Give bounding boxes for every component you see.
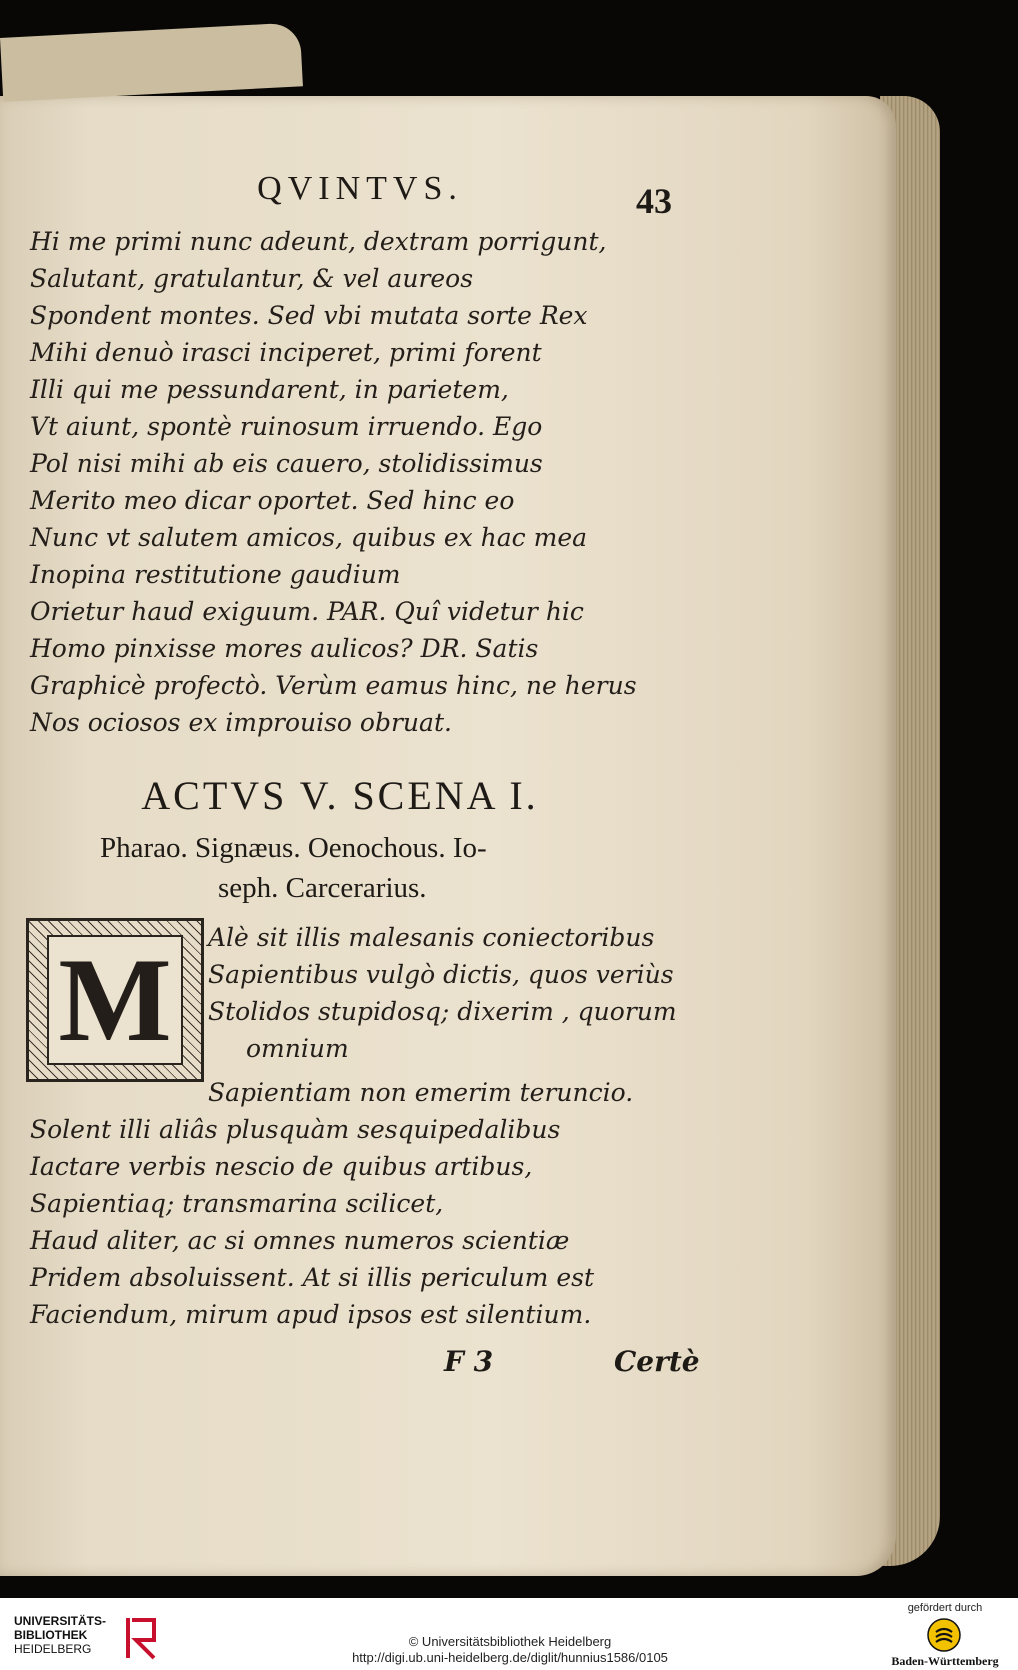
baden-wuerttemberg-coat-of-arms-icon: [927, 1618, 961, 1652]
sponsor-caption: gefördert durch: [907, 1602, 983, 1614]
verse-line: Orietur haud exiguum. PAR. Quî videtur hic: [30, 597, 584, 626]
permalink-url[interactable]: http://digi.ub.uni-heidelberg.de/diglit/hunnius1586/0105: [352, 1650, 668, 1665]
verse-line: Iactare verbis nescio de quibus artibus,: [30, 1152, 533, 1181]
sponsor-block[interactable]: [880, 1602, 1010, 1668]
initial-frame: [47, 935, 183, 1065]
verse-line: Faciendum, mirum apud ipsos est silentium.: [30, 1300, 592, 1329]
verse-line: Inopina restitutione gaudium: [30, 560, 401, 589]
act-scene-heading: ACTVS V. SCENA I.: [141, 773, 539, 818]
viewer-footer: [0, 1598, 1018, 1670]
dramatis-personae-line: seph. Carcerarius.: [218, 872, 427, 904]
copyright-notice: © Universitätsbibliothek Heidelberg: [408, 1634, 612, 1649]
verse-line: Salutant, gratulantur, & vel aureos: [30, 264, 474, 293]
decorated-initial: [26, 918, 204, 1082]
verse-line: Solent illi aliâs plusquàm sesquipedalibus: [30, 1115, 561, 1144]
verse-line: Sapientibus vulgò dictis, quos veriùs: [208, 960, 674, 989]
ub-heidelberg-logo-icon: [124, 1616, 158, 1660]
verse-line: omnium: [246, 1034, 349, 1063]
folio-number: 43: [636, 181, 672, 221]
verse-line: Nos ociosos ex improuiso obruat.: [30, 708, 452, 737]
paper-scrap: [0, 22, 303, 102]
verse-line: Pridem absoluissent. At si illis periculum est: [30, 1263, 595, 1292]
verse-line: Vt aiunt, spontè ruinosum irruendo. Ego: [30, 412, 543, 441]
verse-line: Spondent montes. Sed vbi mutata sorte Rex: [30, 301, 588, 330]
library-name-line: UNIVERSITÄTS-: [14, 1614, 107, 1628]
verse-line: Alè sit illis malesanis coniectoribus: [208, 923, 655, 952]
verse-line: Hi me primi nunc adeunt, dextram porrigunt,: [30, 227, 607, 256]
verse-line: Graphicè profectò. Verùm eamus hinc, ne herus: [30, 671, 637, 700]
verse-line: Nunc vt salutem amicos, quibus ex hac mea: [30, 523, 588, 552]
verse-line: Haud aliter, ac si omnes numeros scientiæ: [30, 1226, 570, 1255]
initial-letter: M: [58, 933, 172, 1066]
sponsor-name: Baden-Württemberg: [891, 1654, 999, 1668]
catchword: Certè: [614, 1345, 700, 1378]
verse-line: Sapientiaq; transmarina scilicet,: [30, 1189, 444, 1218]
verse-line: Merito meo dicar oportet. Sed hinc eo: [30, 486, 515, 515]
verse-line: Mihi denuò irasci inciperet, primi forent: [30, 338, 542, 367]
verse-line: Sapientiam non emerim teruncio.: [208, 1078, 634, 1107]
signature-mark: F 3: [444, 1345, 494, 1378]
verse-line: Homo pinxisse mores aulicos? DR. Satis: [30, 634, 539, 663]
running-head: QVINTVS.: [257, 170, 463, 207]
library-logo[interactable]: [14, 1614, 164, 1664]
verse-line: Pol nisi mihi ab eis cauero, stolidissimus: [30, 449, 543, 478]
verse-line: Illi qui me pessundarent, in parietem,: [30, 375, 509, 404]
library-name-line: BIBLIOTHEK: [14, 1628, 88, 1642]
verse-line: Stolidos stupidosq; dixerim , quorum: [208, 997, 677, 1026]
library-name-line: HEIDELBERG: [14, 1642, 92, 1656]
dramatis-personae-line: Pharao. Signæus. Oenochous. Io-: [100, 832, 487, 864]
